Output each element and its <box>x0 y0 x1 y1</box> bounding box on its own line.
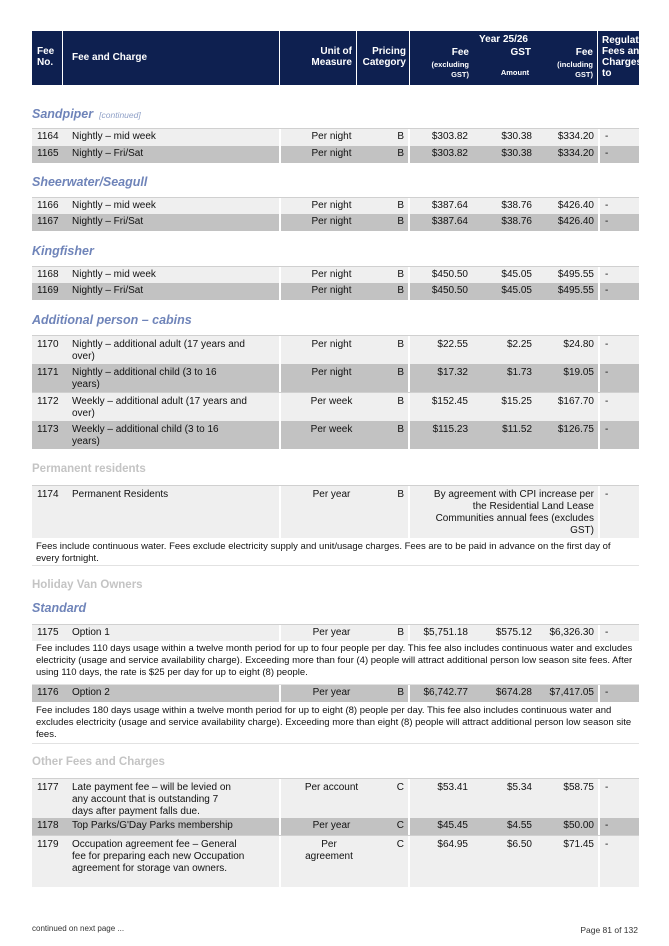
table-cell <box>410 486 598 538</box>
header-fee-excl-sub: (excluding GST) <box>431 60 469 79</box>
fee-name: Nightly – Fri/Sat <box>72 285 144 296</box>
unit-of-measure: Per account <box>304 782 359 793</box>
table-cell <box>410 214 598 231</box>
table-cell <box>32 779 279 819</box>
table-cell <box>410 685 598 702</box>
section-sandpiper <box>32 107 141 121</box>
cpi-agreement-text: By agreement with CPI increase per the Residential Land Lease Communities annual fees (excludes GST) <box>433 489 594 536</box>
fee-including-gst: $426.40 <box>557 216 594 227</box>
section-standard: Standard <box>32 601 87 615</box>
fee-excluding-gst: $45.45 <box>437 820 468 831</box>
section-sheerwater-seagull: Sheerwater/Seagull <box>32 175 148 189</box>
table-cell <box>32 267 279 284</box>
table-cell <box>281 779 408 819</box>
gst-amount: $38.76 <box>501 216 532 227</box>
regulatory-paid-to: - <box>605 148 609 159</box>
fee-excluding-gst: $303.82 <box>431 131 468 142</box>
fee-name: Occupation agreement fee – General fee for preparing each new Occupation agreement for storage van owners. <box>72 839 245 874</box>
regulatory-paid-to: - <box>605 216 609 227</box>
fee-number: 1168 <box>37 269 59 280</box>
regulatory-paid-to: - <box>605 820 609 831</box>
table-cell <box>32 836 279 887</box>
table-cell <box>281 336 408 365</box>
gst-amount: $30.38 <box>501 131 532 142</box>
table-cell <box>600 421 639 449</box>
fee-number: 1174 <box>37 489 59 500</box>
table-cell <box>281 364 408 392</box>
header-fee-no <box>32 31 62 85</box>
table-cell <box>281 393 408 422</box>
fee-number: 1164 <box>37 131 59 142</box>
pricing-category: B <box>397 148 404 159</box>
table-cell <box>600 818 639 835</box>
table-cell <box>600 267 639 284</box>
fee-name: Option 1 <box>72 627 110 638</box>
fee-including-gst: $71.45 <box>563 839 594 850</box>
table-cell <box>32 283 279 300</box>
regulatory-paid-to: - <box>605 489 609 500</box>
table-cell <box>600 393 639 422</box>
table-cell <box>410 836 598 887</box>
pricing-category: B <box>397 200 404 211</box>
table-cell <box>281 625 408 642</box>
table-cell <box>281 129 408 146</box>
pricing-category: B <box>397 216 404 227</box>
gst-amount: $674.28 <box>495 687 532 698</box>
unit-of-measure: Per night <box>311 269 352 280</box>
table-cell <box>600 336 639 365</box>
pricing-category: B <box>397 489 404 500</box>
fee-excluding-gst: $387.64 <box>431 200 468 211</box>
pricing-category: B <box>397 396 404 407</box>
table-cell <box>32 685 279 702</box>
table-cell <box>32 421 279 449</box>
header-year: Year 25/26 <box>479 34 528 45</box>
table-cell <box>32 393 279 422</box>
table-cell <box>410 267 598 284</box>
fee-row-1176 <box>32 685 639 702</box>
table-cell <box>600 364 639 392</box>
regulatory-paid-to: - <box>605 424 609 435</box>
regulatory-paid-to: - <box>605 200 609 211</box>
unit-of-measure: Per night <box>311 131 352 142</box>
fee-excluding-gst: $115.23 <box>432 424 468 435</box>
table-header <box>32 31 666 85</box>
fee-number: 1166 <box>37 200 59 211</box>
fee-name: Permanent Residents <box>72 489 169 500</box>
table-cell <box>600 198 639 215</box>
table-cell <box>600 625 639 642</box>
fee-excluding-gst: $53.41 <box>437 782 468 793</box>
header-regulatory <box>598 31 666 85</box>
table-cell <box>281 818 408 835</box>
unit-of-measure: Per year <box>312 627 351 638</box>
table-cell <box>281 486 408 538</box>
fee-excluding-gst: $22.55 <box>437 339 468 350</box>
regulatory-paid-to: - <box>605 627 609 638</box>
section-kingfisher: Kingfisher <box>32 244 94 258</box>
fee-excluding-gst: $303.82 <box>431 148 468 159</box>
table-cell <box>281 421 408 449</box>
fee-row-1170 <box>32 335 639 365</box>
header-fee-incl: Fee <box>575 47 593 58</box>
section-additional-person-cabins: Additional person – cabins <box>32 313 192 327</box>
regulatory-paid-to: - <box>605 782 609 793</box>
table-cell <box>600 836 639 887</box>
title-text: Pricing Category <box>362 46 406 68</box>
gst-amount: $5.34 <box>506 782 532 793</box>
title-text: Unit of Measure <box>311 46 352 68</box>
pricing-category: B <box>397 627 404 638</box>
fee-including-gst: $24.80 <box>563 339 594 350</box>
fee-excluding-gst: $5,751.18 <box>423 627 468 638</box>
table-cell <box>410 129 598 146</box>
gst-amount: $45.05 <box>501 269 532 280</box>
fee-number: 1169 <box>37 285 59 296</box>
pricing-category: C <box>396 839 404 850</box>
table-cell <box>410 146 598 163</box>
fee-including-gst: $426.40 <box>557 200 594 211</box>
fee-number: 1172 <box>37 396 59 407</box>
fee-excluding-gst: $64.95 <box>437 839 468 850</box>
fee-row-1172 <box>32 392 639 422</box>
section-permanent-residents: Permanent residents <box>32 463 146 475</box>
fee-row-1178 <box>32 818 639 835</box>
continued-footer: continued on next page ... <box>32 924 125 933</box>
table-cell <box>32 214 279 231</box>
fee-including-gst: $50.00 <box>563 820 594 831</box>
regulatory-paid-to: - <box>605 131 609 142</box>
fee-name: Weekly – additional child (3 to 16 years) <box>72 424 219 447</box>
fee-name: Nightly – mid week <box>72 269 156 280</box>
table-cell <box>32 198 279 215</box>
fee-row-1179 <box>32 835 639 887</box>
fee-row-1171 <box>32 364 639 392</box>
fee-number: 1165 <box>37 148 59 159</box>
pricing-category: B <box>397 424 404 435</box>
fee-name: Nightly – mid week <box>72 200 156 211</box>
fee-excluding-gst: $450.50 <box>431 269 468 280</box>
table-cell <box>281 267 408 284</box>
regulatory-paid-to: - <box>605 339 609 350</box>
table-cell <box>281 146 408 163</box>
pricing-category: C <box>396 782 404 793</box>
fee-row-1167 <box>32 214 639 231</box>
regulatory-paid-to: - <box>605 367 609 378</box>
fee-row-1177 <box>32 778 639 819</box>
header-pricing-category <box>357 31 409 85</box>
fee-name: Weekly – additional adult (17 years and over) <box>72 396 247 419</box>
fee-including-gst: $334.20 <box>557 148 594 159</box>
gst-amount: $45.05 <box>501 285 532 296</box>
table-cell <box>410 779 598 819</box>
fee-name: Nightly – additional adult (17 years and over) <box>72 339 245 362</box>
header-fee-incl-sub: (including GST) <box>557 60 593 79</box>
gst-amount: $6.50 <box>506 839 532 850</box>
fee-number: 1177 <box>37 782 59 793</box>
table-cell <box>410 625 598 642</box>
section-other-fees-and-charges: Other Fees and Charges <box>32 756 165 768</box>
fee-including-gst: $7,417.05 <box>549 687 594 698</box>
unit-of-measure: Per week <box>310 424 353 435</box>
fee-excluding-gst: $6,742.77 <box>423 687 468 698</box>
fee-name: Nightly – Fri/Sat <box>72 216 144 227</box>
pricing-category: B <box>397 285 404 296</box>
table-cell <box>600 779 639 819</box>
fee-row-1169 <box>32 283 639 300</box>
title-text: Regulatory Fees and Charges Paid to <box>602 35 666 79</box>
table-cell <box>281 685 408 702</box>
gst-amount: $38.76 <box>501 200 532 211</box>
regulatory-paid-to: - <box>605 285 609 296</box>
table-cell <box>410 198 598 215</box>
table-cell <box>410 364 598 392</box>
fee-name: Nightly – mid week <box>72 131 156 142</box>
pricing-category: C <box>396 820 404 831</box>
fee-excluding-gst: $17.32 <box>437 367 468 378</box>
section-holiday-van-owners: Holiday Van Owners <box>32 579 143 591</box>
gst-amount: $11.52 <box>502 424 532 435</box>
unit-of-measure: Per agreement <box>305 839 353 862</box>
fee-including-gst: $334.20 <box>557 131 594 142</box>
unit-of-measure: Per week <box>310 396 353 407</box>
page-number: Page 81 of 132 <box>580 925 638 935</box>
table-cell <box>32 129 279 146</box>
pricing-category: B <box>397 339 404 350</box>
table-cell <box>281 198 408 215</box>
table-cell <box>32 625 279 642</box>
fee-excluding-gst: $450.50 <box>431 285 468 296</box>
fee-including-gst: $6,326.30 <box>549 627 594 638</box>
gst-amount: $30.38 <box>501 148 532 159</box>
fee-name: Option 2 <box>72 687 110 698</box>
table-cell <box>410 421 598 449</box>
continued-label: [continued] <box>99 110 141 120</box>
fee-number: 1176 <box>37 687 59 698</box>
unit-of-measure: Per night <box>311 148 352 159</box>
fee-including-gst: $495.55 <box>557 269 594 280</box>
gst-amount: $575.12 <box>495 627 532 638</box>
unit-of-measure: Per night <box>311 339 352 350</box>
unit-of-measure: Per night <box>311 216 352 227</box>
header-year-group <box>410 31 597 85</box>
table-cell <box>600 685 639 702</box>
unit-of-measure: Per year <box>312 489 351 500</box>
fee-row-1175 <box>32 624 639 642</box>
pricing-category: B <box>397 131 404 142</box>
fee-including-gst: $19.05 <box>563 367 594 378</box>
fee-row-1174 <box>32 485 639 538</box>
fee-name: Nightly – additional child (3 to 16 years) <box>72 367 217 390</box>
table-cell <box>600 486 639 538</box>
fee-number: 1173 <box>37 424 59 435</box>
regulatory-paid-to: - <box>605 687 609 698</box>
pricing-category: B <box>397 687 404 698</box>
header-unit-of-measure <box>280 31 356 85</box>
regulatory-paid-to: - <box>605 396 609 407</box>
table-cell <box>281 214 408 231</box>
gst-amount: $1.73 <box>506 367 532 378</box>
fee-number: 1178 <box>37 820 59 831</box>
table-cell <box>32 818 279 835</box>
gst-amount: $15.25 <box>501 396 532 407</box>
table-cell <box>410 283 598 300</box>
fee-name: Top Parks/G'Day Parks membership <box>72 820 233 831</box>
fee-name: Late payment fee – will be levied on any account that is outstanding 7 days after payment falls due. <box>72 782 231 817</box>
gst-amount: $2.25 <box>506 339 532 350</box>
fee-number: 1167 <box>37 216 59 227</box>
unit-of-measure: Per year <box>312 687 351 698</box>
pricing-category: B <box>397 269 404 280</box>
fee-including-gst: $167.70 <box>557 396 594 407</box>
unit-of-measure: Per night <box>311 285 352 296</box>
fee-excluding-gst: $387.64 <box>431 216 468 227</box>
table-cell <box>32 364 279 392</box>
unit-of-measure: Per night <box>311 200 352 211</box>
header-gst-sub: Amount <box>500 68 530 77</box>
unit-of-measure: Per night <box>311 367 352 378</box>
header-fee-and-charge <box>63 31 279 85</box>
fee-number: 1175 <box>37 627 59 638</box>
fee-number: 1170 <box>37 339 59 350</box>
table-cell <box>600 214 639 231</box>
fee-including-gst: $495.55 <box>557 285 594 296</box>
title-text: Sandpiper <box>32 107 94 121</box>
note-option-2: Fee includes 180 days usage within a twelve month period for up to eight (8) people per day. This fee also includes continuous water and excludes electricity (usage and service availability charge). Exceeding more than eight (8) people will attract additional person low season site fees. <box>32 703 639 744</box>
fee-row-1173 <box>32 421 639 449</box>
table-cell <box>600 129 639 146</box>
table-cell <box>281 283 408 300</box>
title-text: Fee and Charge <box>72 52 148 63</box>
note-option-1: Fee includes 110 days usage within a twelve month period for up to four people per day. This fee also includes continuous water and excludes electricity (usage and service availability charge). Exceeding more than four (4) people will attract additional person low season site fees. After using 110 days, the rate is $25 per day for up to eight (8) people. <box>32 641 639 685</box>
table-cell <box>32 146 279 163</box>
fee-number: 1171 <box>37 367 59 378</box>
regulatory-paid-to: - <box>605 839 609 850</box>
table-cell <box>410 393 598 422</box>
header-fee-excl: Fee <box>451 47 469 58</box>
fee-including-gst: $126.75 <box>557 424 594 435</box>
table-cell <box>410 336 598 365</box>
fee-number: 1179 <box>37 839 59 850</box>
title-text: Fee No. <box>37 46 55 68</box>
fee-including-gst: $58.75 <box>563 782 594 793</box>
table-cell <box>32 336 279 365</box>
table-cell <box>600 146 639 163</box>
table-cell <box>410 818 598 835</box>
regulatory-paid-to: - <box>605 269 609 280</box>
fee-row-1166 <box>32 197 639 215</box>
fee-row-1165 <box>32 146 639 163</box>
fee-excluding-gst: $152.45 <box>431 396 468 407</box>
table-cell <box>600 283 639 300</box>
header-gst: GST <box>510 47 531 58</box>
pricing-category: B <box>397 367 404 378</box>
fee-row-1168 <box>32 266 639 284</box>
note-permanent-residents: Fees include continuous water. Fees exclude electricity supply and unit/usage charges. Fees are to be paid in advance on the first day of every fortnight. <box>32 539 639 566</box>
table-cell <box>281 836 408 887</box>
gst-amount: $4.55 <box>506 820 532 831</box>
fee-row-1164 <box>32 128 639 146</box>
unit-of-measure: Per year <box>312 820 351 831</box>
table-cell <box>32 486 279 538</box>
fee-name: Nightly – Fri/Sat <box>72 148 144 159</box>
